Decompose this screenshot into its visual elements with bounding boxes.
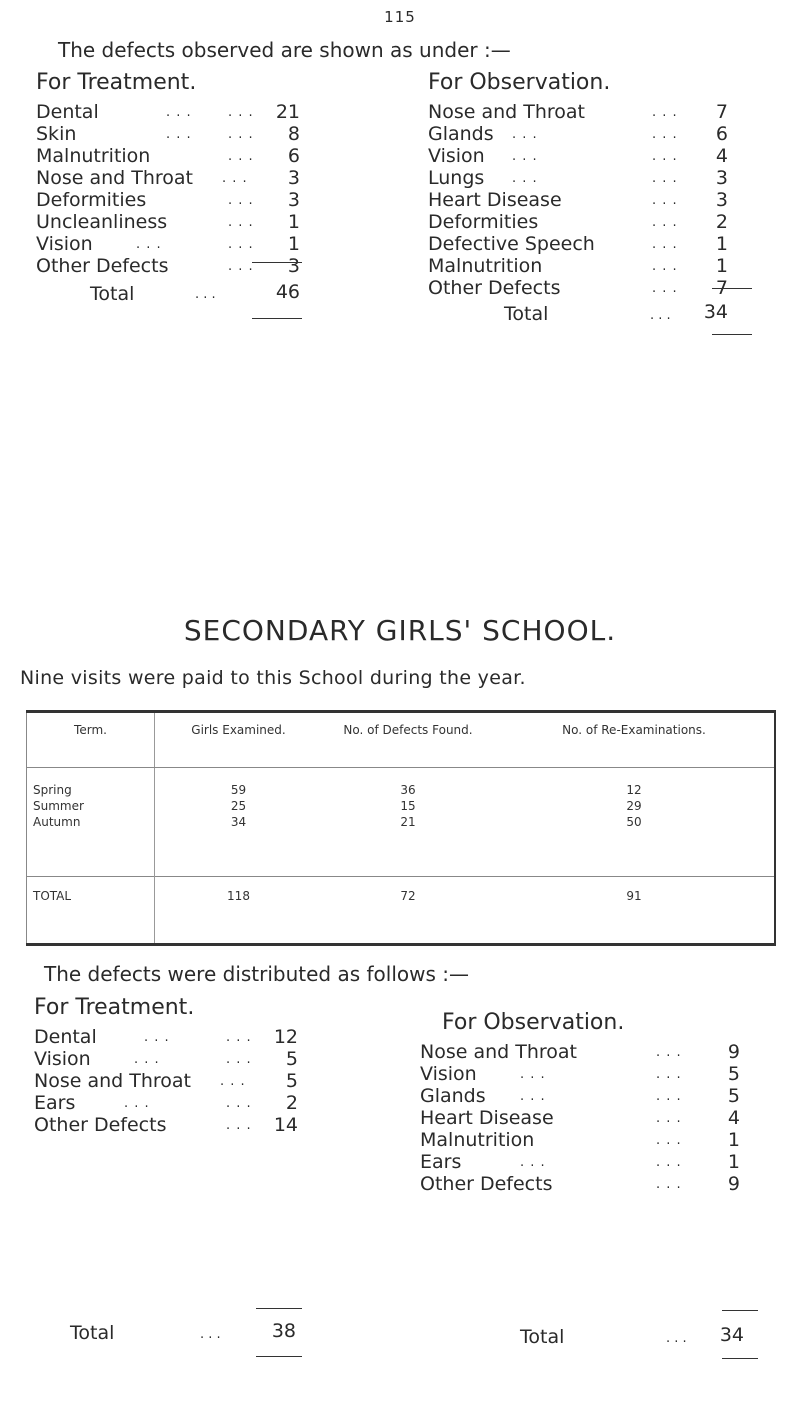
list2-observation-items: [420, 1041, 750, 1195]
divider: [722, 1358, 758, 1359]
reexaminations-cell: 12 29 50: [626, 783, 642, 829]
page-number: 115: [384, 8, 416, 26]
dots: . . .: [195, 287, 216, 302]
divider: [712, 288, 752, 289]
col-header-reexaminations: No. of Re-Examinations.: [494, 712, 775, 768]
list1-observation-total-label: Total: [504, 303, 549, 325]
divider: [712, 334, 752, 335]
section-heading: SECONDARY GIRLS' SCHOOL.: [183, 614, 617, 647]
intro-text-2: The defects were distributed as follows :—: [44, 962, 470, 986]
table-total-row: [27, 877, 776, 945]
list2-observation-heading: For Observation.: [442, 1010, 625, 1035]
list-item: Other Defects . . . 14: [34, 1114, 298, 1136]
divider: [256, 1308, 302, 1309]
list-item: Vision . . . . . . 4: [428, 145, 728, 167]
list-item: Defective Speech . . . 1: [428, 233, 728, 255]
divider: [252, 318, 302, 319]
col-header-girls-examined: Girls Examined.: [155, 712, 323, 768]
list-item: Other Defects . . . 7: [428, 277, 728, 299]
list-item: Uncleanliness . . . 1: [36, 211, 300, 233]
divider: [252, 262, 302, 263]
list1-treatment-total-label: Total: [90, 283, 135, 305]
list-item: Heart Disease . . . 4: [420, 1107, 740, 1129]
divider: [256, 1356, 302, 1357]
list-item: Ears . . . . . . 2: [34, 1092, 298, 1114]
list-item: Skin . . . . . . 8: [36, 123, 300, 145]
list-item: Deformities . . . 3: [36, 189, 300, 211]
list-item: Nose and Throat . . . 7: [428, 101, 728, 123]
list2-treatment-heading: For Treatment.: [34, 995, 195, 1020]
intro-text-1: The defects observed are shown as under :—: [58, 38, 511, 62]
total-girls-cell: 118: [155, 877, 323, 945]
total-label-cell: TOTAL: [27, 877, 155, 945]
divider: [722, 1310, 758, 1311]
list-item: Dental . . . . . . 21: [36, 101, 300, 123]
list2-treatment-items: [34, 1026, 298, 1136]
list-item: Malnutrition . . . 6: [36, 145, 300, 167]
list-item: Vision . . . . . . 5: [420, 1063, 740, 1085]
list2-treatment-total-label: Total: [70, 1322, 115, 1344]
dots: . . .: [650, 308, 671, 323]
list1-observation-items: [428, 101, 738, 299]
list-item: Dental . . . . . . 12: [34, 1026, 298, 1048]
table-row: [27, 768, 776, 877]
list-item: Glands . . . . . . 5: [420, 1085, 740, 1107]
list1-treatment-items: [36, 101, 300, 277]
col-header-defects-found: No. of Defects Found.: [322, 712, 494, 768]
list1-treatment: [36, 70, 300, 277]
list-item: Other Defects . . . 3: [36, 255, 300, 277]
list2-treatment-total-value: 38: [271, 1320, 296, 1342]
list-item: Malnutrition . . . 1: [428, 255, 728, 277]
list2-treatment: [34, 995, 298, 1136]
term-cell: Spring Summer Autumn: [27, 768, 155, 877]
list-item: Heart Disease . . . 3: [428, 189, 728, 211]
defects-found-cell: 36 15 21: [400, 783, 416, 829]
table-header-row: [27, 712, 776, 768]
list-item: Malnutrition . . . 1: [420, 1129, 740, 1151]
dots: . . .: [200, 1327, 221, 1342]
terms-table: [26, 710, 776, 946]
list-item: Ears . . . . . . 1: [420, 1151, 740, 1173]
list-item: Deformities . . . 2: [428, 211, 728, 233]
list-item: Other Defects . . . 9: [420, 1173, 740, 1195]
list1-observation: [428, 70, 738, 299]
dots: . . .: [666, 1331, 687, 1346]
col-header-term: Term.: [27, 712, 155, 768]
list2-observation-total-label: Total: [520, 1326, 565, 1348]
girls-examined-cell: 59 25 34: [230, 783, 247, 829]
list1-treatment-heading: For Treatment.: [36, 70, 197, 95]
visits-text: Nine visits were paid to this School during the year.: [20, 667, 526, 689]
list2-observation: [420, 1010, 750, 1195]
list-item: Nose and Throat . . . 9: [420, 1041, 740, 1063]
list-item: Nose and Throat . . . 3: [36, 167, 300, 189]
list1-observation-heading: For Observation.: [428, 70, 611, 95]
list1-observation-total-value: 34: [703, 301, 728, 323]
list-item: Lungs . . . . . . 3: [428, 167, 728, 189]
total-defects-cell: 72: [322, 877, 494, 945]
list-item: Vision . . . . . . 5: [34, 1048, 298, 1070]
list2-observation-total-value: 34: [719, 1324, 744, 1346]
total-reexam-cell: 91: [494, 877, 775, 945]
list-item: Nose and Throat . . . 5: [34, 1070, 298, 1092]
list-item: Vision . . . . . . 1: [36, 233, 300, 255]
list1-treatment-total-value: 46: [275, 281, 300, 303]
list-item: Glands . . . . . . 6: [428, 123, 728, 145]
